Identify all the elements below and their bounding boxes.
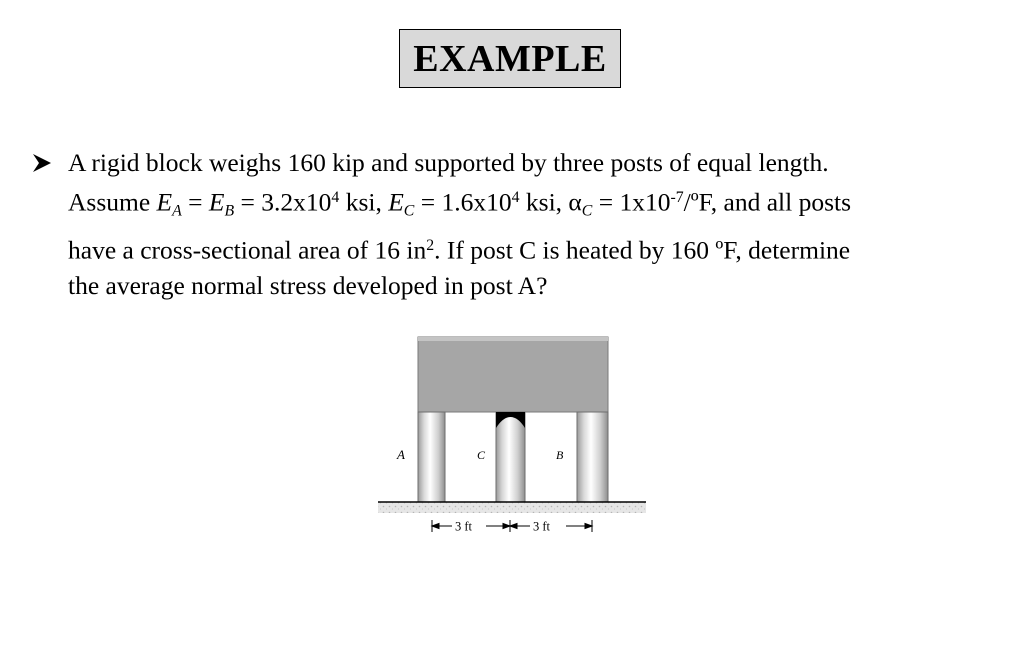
example-title-text: EXAMPLE [413, 37, 607, 80]
post-c-label: C [477, 448, 486, 462]
subscript-b: B [224, 202, 235, 220]
alpha-unit-text: /ºF, and all posts [683, 187, 852, 217]
problem-line-1: A rigid block weighs 160 kip and supported by three posts of equal length. [68, 148, 829, 177]
dimension-right-label: 3 ft [533, 519, 551, 534]
post-a-label: A [397, 447, 405, 462]
problem-statement [32, 145, 982, 303]
dimension-left-label: 3 ft [455, 519, 473, 534]
problem-line-3 [68, 228, 982, 268]
modulus-value-ab: = 3.2x10 [234, 187, 332, 217]
ground [378, 502, 646, 513]
modulus-value-c: = 1.6x10 [414, 187, 512, 217]
post-c [496, 412, 525, 502]
area-exponent: 2 [426, 237, 435, 255]
area-text: have a cross-sectional area of 16 in [68, 236, 427, 266]
ksi-unit-1: ksi, [339, 187, 389, 217]
problem-line-4: the average normal stress developed in post A? [68, 271, 548, 301]
assume-text: Assume [68, 187, 157, 217]
subscript-a: A [172, 202, 182, 220]
rigid-block-top-highlight [418, 337, 608, 341]
subscript-c-alpha: C [581, 202, 593, 220]
rigid-block [418, 337, 608, 412]
modulus-symbol-b: E [208, 187, 225, 217]
modulus-symbol-a: E [156, 187, 173, 217]
subscript-c: C [403, 202, 415, 220]
heat-text: . If post C is heated by 160 ºF, determine [434, 236, 851, 266]
modulus-symbol-c: E [388, 187, 404, 217]
post-b [577, 412, 608, 502]
alpha-value: = 1x10 [592, 187, 671, 217]
posts-figure [370, 325, 650, 555]
problem-text [68, 145, 982, 303]
exponent-1: 4 [331, 189, 340, 206]
arrow-bullet-icon [32, 145, 58, 180]
post-b-label: B [556, 448, 564, 462]
alpha-symbol: α [568, 187, 582, 217]
post-a [418, 412, 445, 502]
exponent-2: 4 [511, 189, 520, 206]
equals-text: = [181, 187, 209, 217]
problem-line-2 [68, 180, 982, 228]
exponent-3: -7 [670, 189, 684, 206]
ksi-unit-2: ksi, [519, 187, 569, 217]
example-title [399, 29, 621, 88]
